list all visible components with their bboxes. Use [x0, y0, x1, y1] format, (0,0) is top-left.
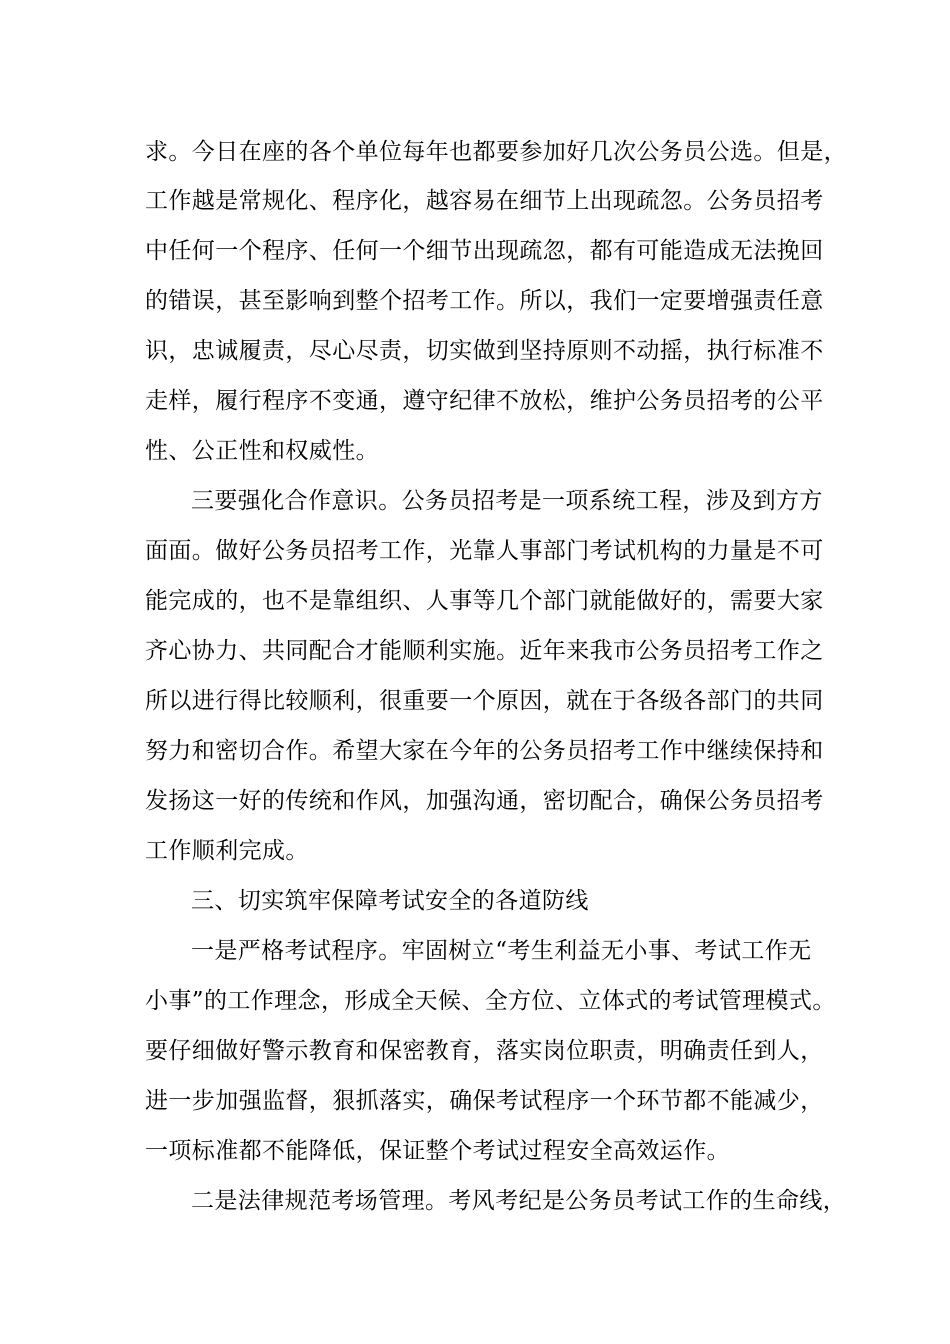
text-line-20: 进一步加强监督，狠抓落实，确保考试程序一个环节都不能减少，	[145, 1088, 824, 1114]
text-line-21: 一项标准都不能降低，保证整个考试过程安全高效运作。	[145, 1138, 730, 1164]
text-line-3: 中任何一个程序、任何一个细节出现疏忽，都有可能造成无法挽回	[145, 238, 824, 264]
section-heading: 三、切实筑牢保障考试安全的各道防线	[191, 888, 589, 914]
text-line-19: 要仔细做好警示教育和保密教育，落实岗位职责，明确责任到人，	[145, 1038, 824, 1064]
text-line-1: 求。今日在座的各个单位每年也都要参加好几次公务员公选。但是，	[145, 139, 847, 165]
text-line-11: 齐心协力、共同配合才能顺利实施。近年来我市公务员招考工作之	[145, 638, 824, 664]
text-line-6: 走样，履行程序不变通，遵守纪律不放松，维护公务员招考的公平	[145, 388, 824, 414]
text-line-10: 能完成的，也不是靠组织、人事等几个部门就能做好的，需要大家	[145, 588, 824, 614]
text-line-18: 小事”的工作理念，形成全天候、全方位、立体式的考试管理模式。	[145, 988, 836, 1014]
paragraph-start-line: 三要强化合作意识。公务员招考是一项系统工程，涉及到方方	[191, 488, 823, 514]
text-line-2: 工作越是常规化、程序化，越容易在细节上出现疏忽。公务员招考	[145, 188, 824, 214]
text-line-7: 性、公正性和权威性。	[145, 438, 379, 464]
paragraph-start-line: 一是严格考试程序。牢固树立“考生利益无小事、考试工作无	[191, 938, 812, 964]
text-line-12: 所以进行得比较顺利，很重要一个原因，就在于各级各部门的共同	[145, 688, 824, 714]
text-line-13: 努力和密切合作。希望大家在今年的公务员招考工作中继续保持和	[145, 738, 824, 764]
text-line-5: 识，忠诚履责，尽心尽责，切实做到坚持原则不动摇，执行标准不	[145, 338, 824, 364]
text-line-15: 工作顺利完成。	[145, 838, 309, 864]
text-line-9: 面面。做好公务员招考工作，光靠人事部门考试机构的力量是不可	[145, 538, 824, 564]
text-line-14: 发扬这一好的传统和作风，加强沟通，密切配合，确保公务员招考	[145, 788, 824, 814]
text-line-4: 的错误，甚至影响到整个招考工作。所以，我们一定要增强责任意	[145, 288, 824, 314]
paragraph-start-line: 二是法律规范考场管理。考风考纪是公务员考试工作的生命线，	[191, 1188, 847, 1214]
